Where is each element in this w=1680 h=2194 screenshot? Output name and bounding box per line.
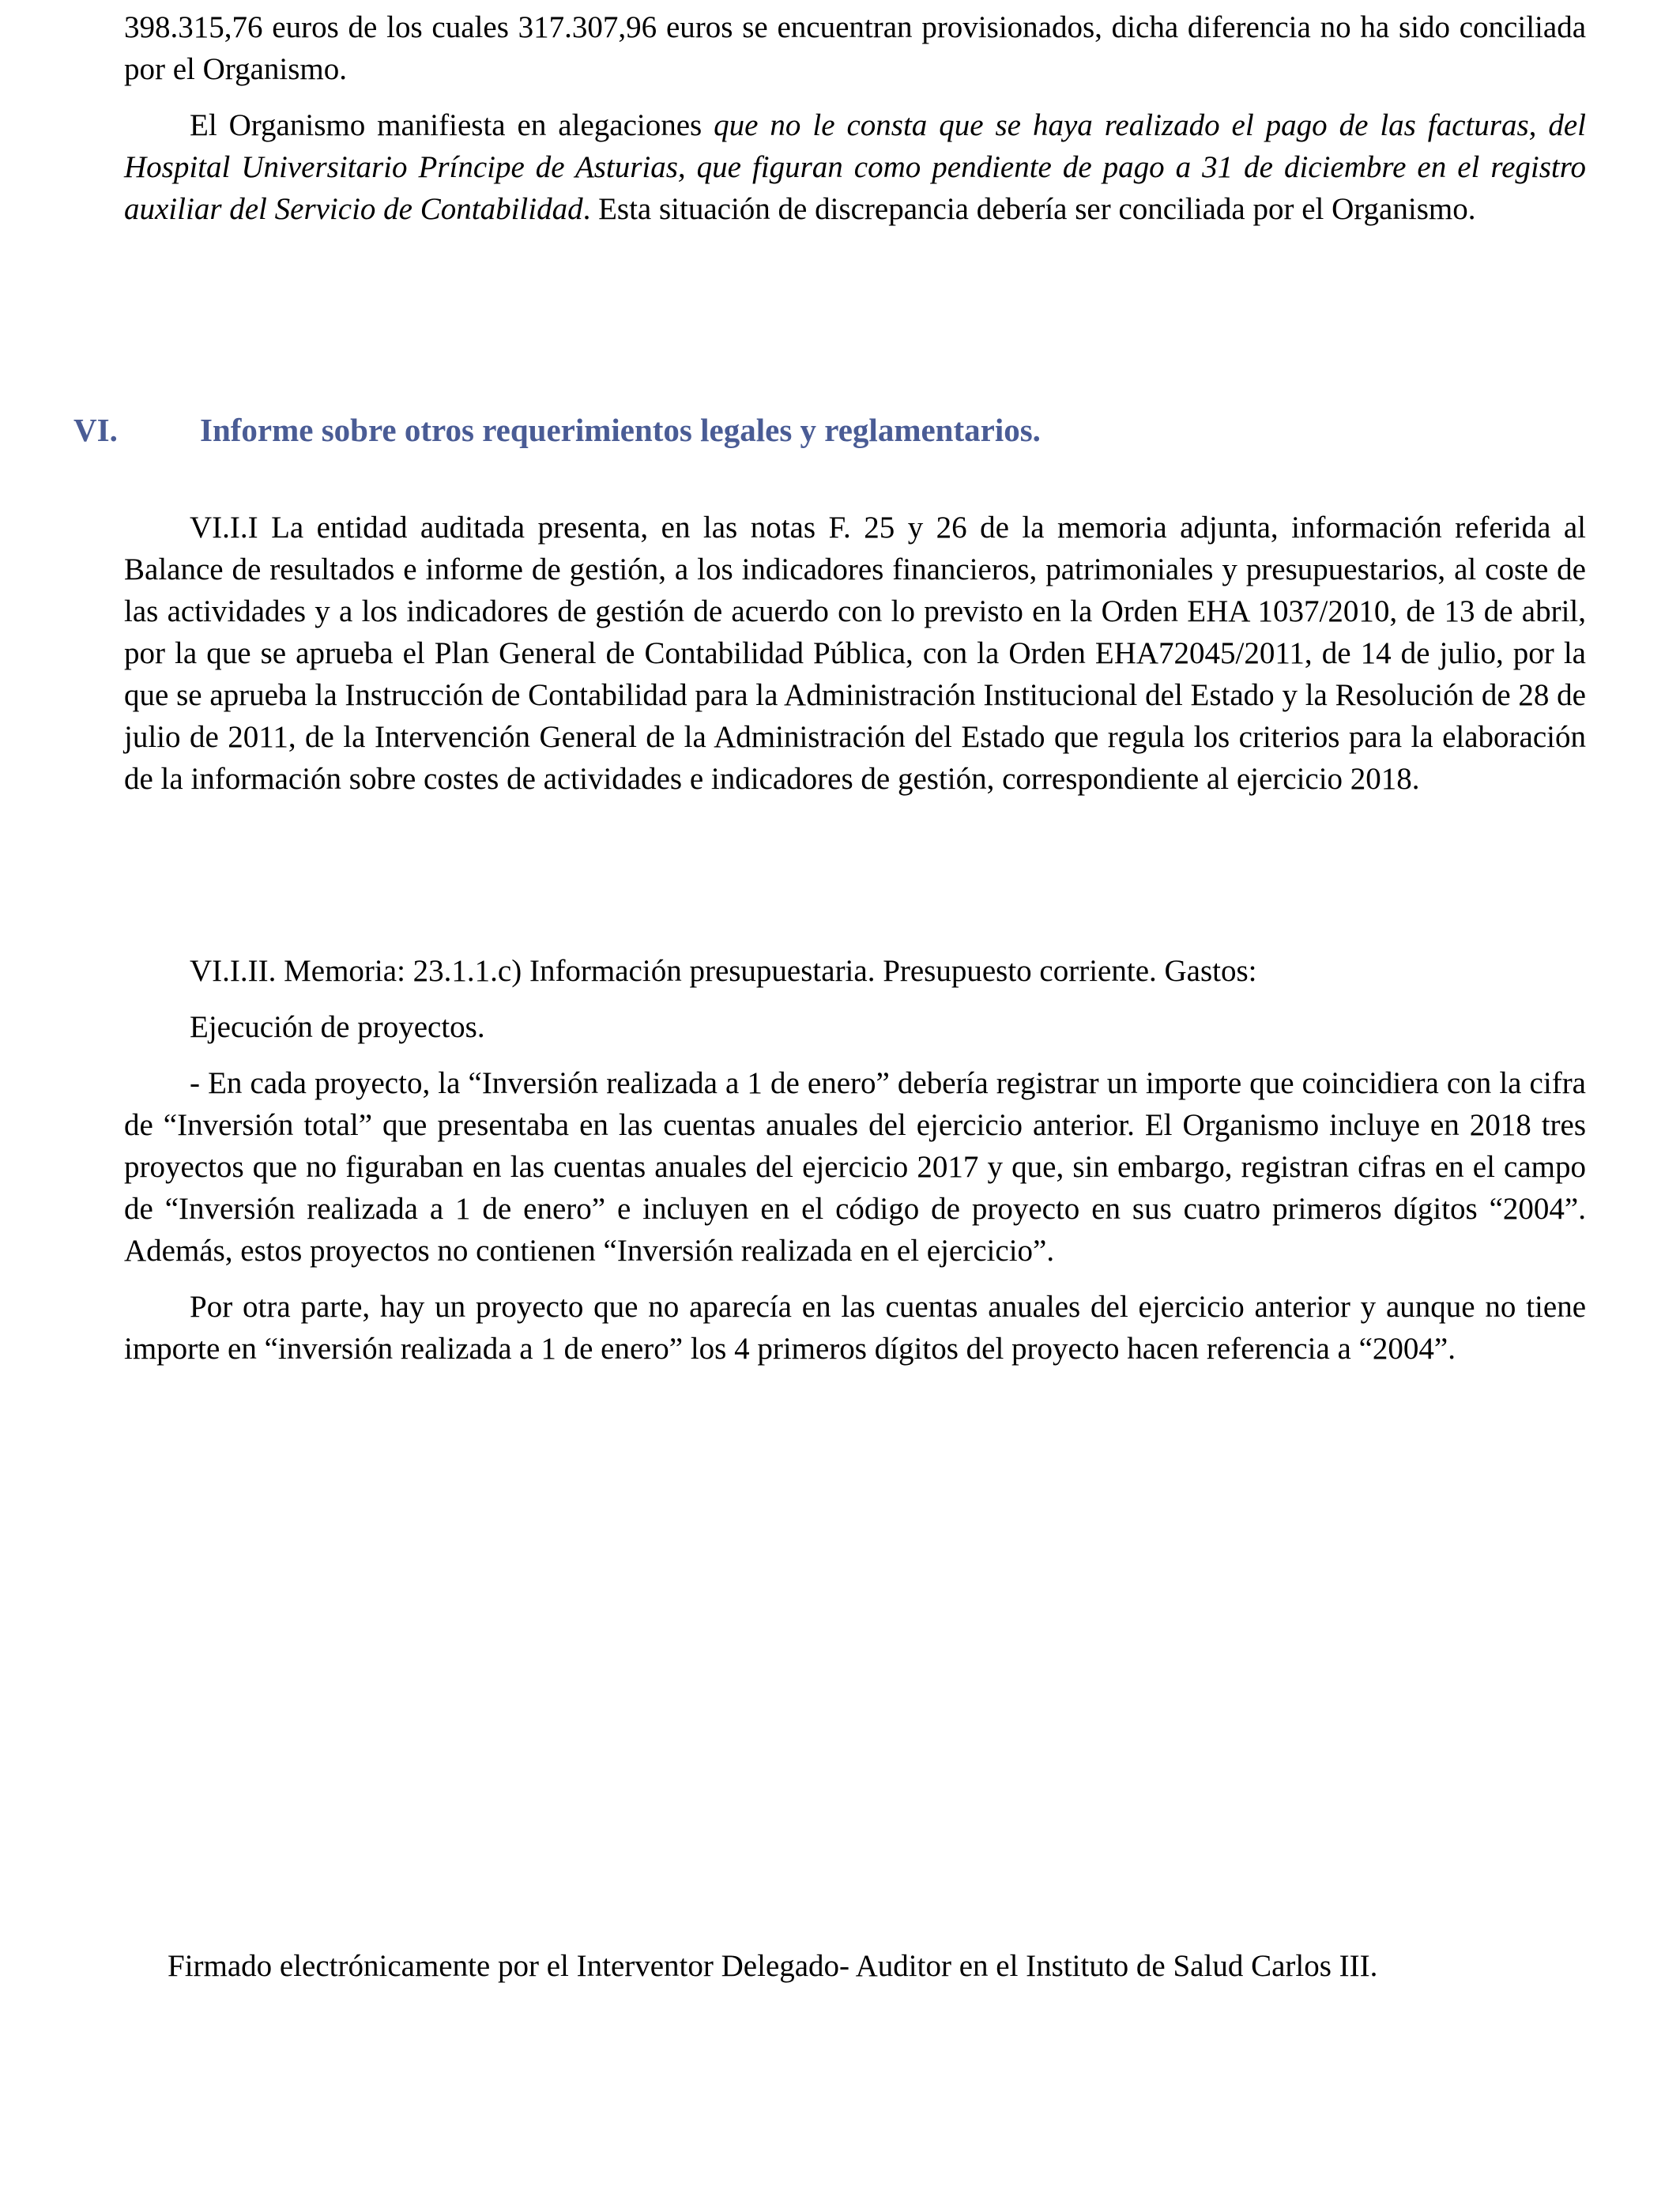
section-title: Informe sobre otros requerimientos legales y reglamentarios. <box>200 412 1041 448</box>
intro-paragraph-2 <box>124 104 1586 230</box>
section-number: VI. <box>73 412 118 448</box>
intro-paragraph-2-tail: . Esta situación de discrepancia debería ser conciliada por el Organismo. <box>582 192 1476 226</box>
intro-paragraph-2-quote: que no le consta que se haya realizado el pago de las facturas, del Hospital Universitario Príncipe de Asturias, que figuran como pendiente de pago a 31 de diciembre en el registro auxiliar del Servicio de Contabilidad <box>124 108 1586 226</box>
intro-block <box>124 6 1586 230</box>
vi-i-ii-heading-line: VI.I.II. Memoria: 23.1.1.c) Información presupuestaria. Presupuesto corriente. Gastos: <box>190 954 1257 988</box>
vi-i-ii-subheading: Ejecución de proyectos. <box>190 1010 485 1044</box>
signature-line: Firmado electrónicamente por el Interventor Delegado- Auditor en el Instituto de Salud Carlos III. <box>168 1949 1378 1983</box>
vi-i-ii-paragraph-1: - En cada proyecto, la “Inversión realizada a 1 de enero” debería registrar un importe que coincidiera con la cifra de “Inversión total” que presentaba en las cuentas anuales del ejercicio anterior. El Organismo incluye en 2018 tres proyectos que no figuraban en las cuentas anuales del ejercicio 2017 y que, sin embargo, registran cifras en el campo de “Inversión realizada a 1 de enero” e incluyen en el código de proyecto en sus cuatro primeros dígitos “2004”. Además, estos proyectos no contienen “Inversión realizada en el ejercicio”. <box>124 1066 1586 1268</box>
vi-i-i-paragraph: VI.I.I La entidad auditada presenta, en las notas F. 25 y 26 de la memoria adjunta, información referida al Balance de resultados e informe de gestión, a los indicadores financieros, patrimoniales y presupuestarios, al coste de las actividades y a los indicadores de gestión de acuerdo con lo previsto en la Orden EHA 1037/2010, de 13 de abril, por la que se aprueba el Plan General de Contabilidad Pública, con la Orden EHA72045/2011, de 14 de julio, por la que se aprueba la Instrucción de Contabilidad para la Administración Institucional del Estado y la Resolución de 28 de julio de 2011, de la Intervención General de la Administración del Estado que regula los criterios para la elaboración de la información sobre costes de actividades e indicadores de gestión, correspondiente al ejercicio 2018. <box>124 511 1586 796</box>
intro-paragraph-1: 398.315,76 euros de los cuales 317.307,96 euros se encuentran provisionados, dicha diferencia no ha sido conciliada por el Organismo. <box>124 10 1586 86</box>
vi-i-ii-block <box>124 950 1586 1370</box>
vi-i-i-block <box>124 507 1586 800</box>
intro-paragraph-2-lead: El Organismo manifiesta en alegaciones <box>190 108 714 142</box>
vi-i-ii-paragraph-2: Por otra parte, hay un proyecto que no aparecía en las cuentas anuales del ejercicio anterior y aunque no tiene importe en “inversión realizada a 1 de enero” los 4 primeros dígitos del proyecto hacen referencia a “2004”. <box>124 1290 1586 1366</box>
section-heading <box>73 409 1041 452</box>
